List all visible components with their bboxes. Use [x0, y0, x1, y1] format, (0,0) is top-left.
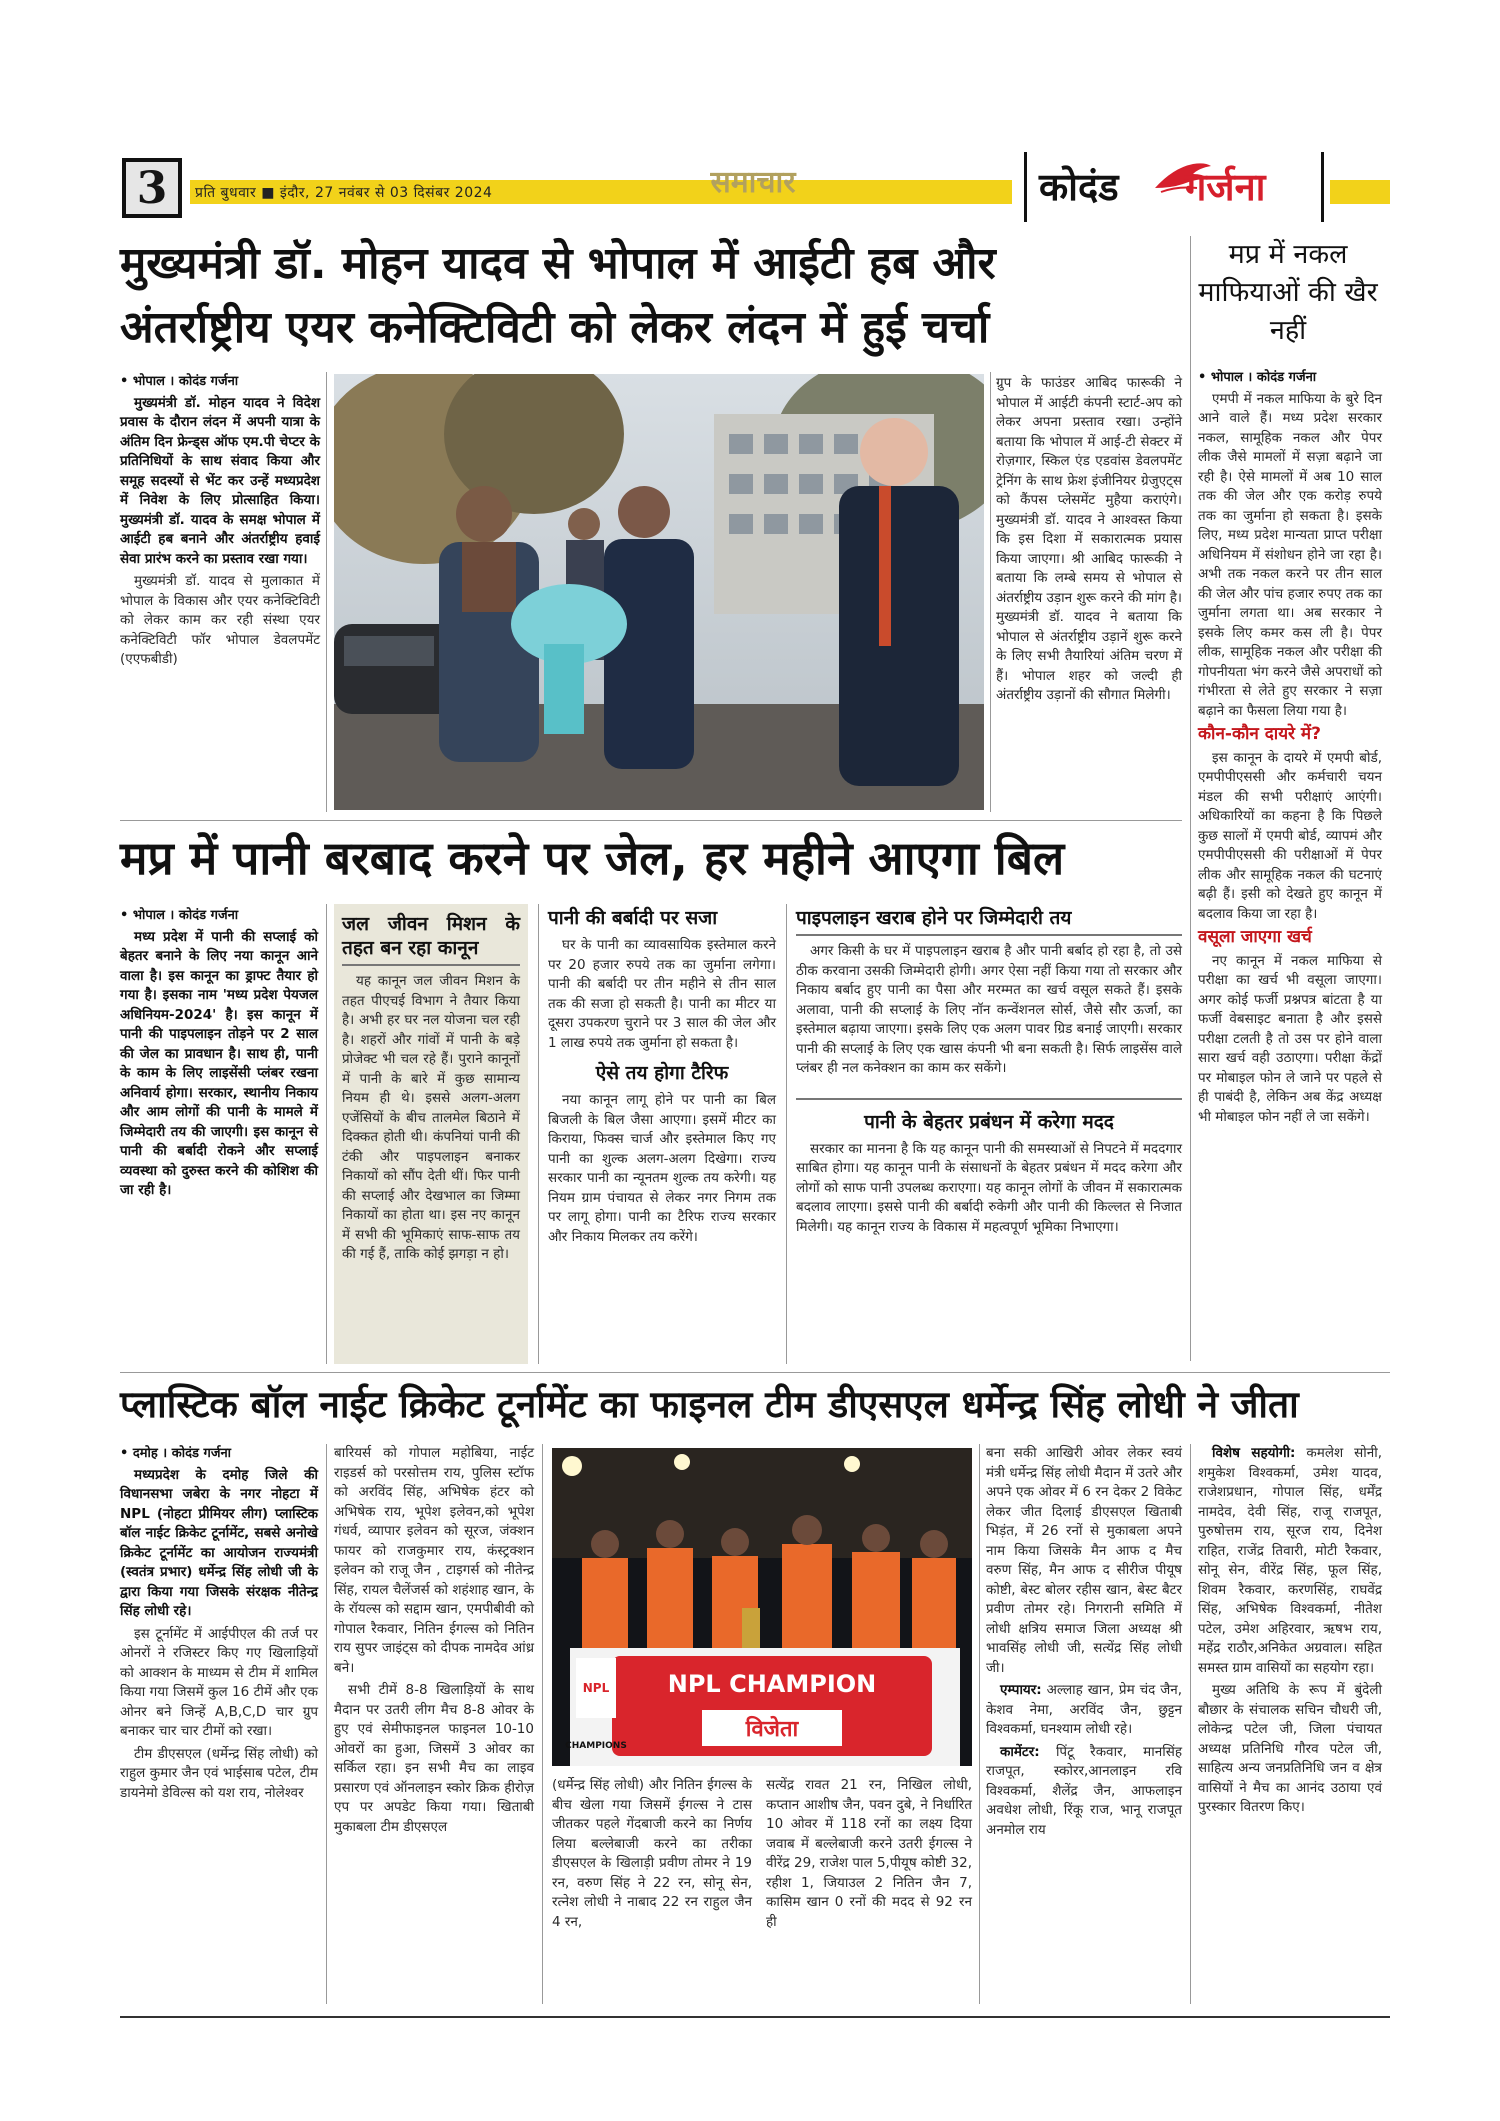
dateline: प्रति बुधवार ■ इंदौर, 27 नवंबर से 03 दिसंबर 2024: [195, 185, 493, 201]
story3-col2-para1: बारियर्स को गोपाल महोबिया, नाईट राइडर्स को परसोत्तम राय, पुलिस स्टॉफ को अरविंद सिंह, अभिषेक हंटर को अभिषेक राय, भूपेश इलेवन,को भूपेश गंधर्व, व्यापार इलेवन को सूरज, जंक्शन फायर को राजकुमार राय, कंस्ट्रक्शन इलेवन को राजू जैन , टाइगर्स को नीतेन्द्र सिंह, रायल चैलेंजर्स को शहंशाह खान, के के रॉयल्स को सद्दाम खान, एमपीबीवी को गोपाल रैकवार, नितिन ईगल्स को नितिन राय सुपर जाइंट्स को दीपक नामदेव आंध्र बने।: [334, 1445, 534, 1676]
story3-umpire-label: एम्पायर:: [1000, 1682, 1042, 1698]
logo-word-garjana: गर्जना: [1185, 165, 1266, 209]
story1-headline-line1: मुख्यमंत्री डॉ. मोहन यादव से भोपाल में आईटी हब और: [120, 238, 996, 289]
sidebar-para3: नए कानून में नकल माफिया से परीक्षा का खर्च भी वसूला जाएगा। अगर कोई फर्जी प्रश्नपत्र बांटता है या फर्जी वेबसाइट बनाता है और इससे परीक्षा टलती है तो उस पर होने वाला सारा खर्च वही उठाएगा। परीक्षा केंद्रों पर मोबाइल फोन ले जाने पर पहले से ही पाबंदी है, लेकिन अब केंद्र अध्यक्ष भी मोबाइल फोन नहीं ले जा सकेंगे।: [1198, 952, 1382, 1125]
rule-story1-bottom: [120, 820, 1182, 821]
story3-headline: प्लास्टिक बॉल नाईट क्रिकेट टूर्नामेंट का फाइनल टीम डीएसएल धर्मेन्द्र सिंह लोधी ने जीता: [120, 1383, 1299, 1426]
story3-guest-text: मुख्य अतिथि के रूप में बुंदेली बौछार के संचालक सचिन चौधरी जी, लोकेन्द्र पटेल जी, जिला पंचायत अध्यक्ष प्रतिनिधि गौरव पटेल जी, साहित्य अन्य जनप्रतिनिधि जन व क्षेत्र वासियों ने मैच का आनंद उठाया एवं पुरस्कार वितरण किए।: [1198, 1682, 1382, 1815]
story3-commentator-label: कामेंटर:: [1000, 1743, 1040, 1760]
story3-col2-para2: सभी टीमें 8-8 खिलाड़ियों के साथ मैदान पर उतरी लीग मैच 8-8 ओवर के हुए एवं सेमीफाइनल फाइनल 10-10 ओवरों का हुआ, जिसमें 3 ओवर का सर्किल रहा। इन सभी मैच का लाइव प्रसारण एवं ऑनलाइन स्कोर क्रिक हीरोज़ एप पर अपडेट किया गया। खिताबी मुकाबला टीम डीएसएल: [334, 1682, 534, 1835]
story1-column-right: [996, 374, 1182, 709]
sidebar-byline: • भोपाल । कोदंड गर्जना: [1198, 370, 1317, 385]
sidebar-divider: [1190, 236, 1191, 1361]
banner-champions: CHAMPIONS: [565, 1741, 627, 1751]
story1-headline: [120, 232, 1180, 360]
story2-waste-text: घर के पानी का व्यावसायिक इस्तेमाल करने पर 20 हजार रुपये तक का जुर्माना लगेगा। पानी की बर्बादी पर तीन महीने से तीन साल तक की सजा हो सकती है। पानी का मीटर या दूसरा उपकरण चुराने पर 3 साल की जेल और 1 लाख रुपये तक जुर्माना हो सकता है।: [548, 937, 776, 1051]
col-divider-f: [326, 1444, 327, 2004]
story1-column-left: [120, 372, 320, 673]
story2-box-text: यह कानून जल जीवन मिशन के तहत पीएचई विभाग ने तैयार किया है। अभी हर घर नल योजना चल रही है। शहरों और गांवों में पानी के बड़े प्रोजेक्ट भी चल रहे हैं। पुराने कानूनों में पानी के बारे में कुछ सामान्य नियम ही थे। इससे अलग-अलग एजेंसियों के बीच तालमेल बिठाने में दिक्कत होती थी। कंपनियां पानी की टंकी और पाइपलाइन बनाकर निकायों को सौंप देती थीं। फिर पानी की सप्लाई और देखभाल का जिम्मा निकायों का होता था। इस नए कानून में सभी की भूमिकाएं साफ-साफ तय की गई हैं, ताकि कोई झगड़ा न हो।: [342, 973, 520, 1262]
sidebar-column: [1198, 368, 1382, 1130]
col-divider-a: [326, 372, 327, 812]
story3-para2: इस टूर्नामेंट में आईपीएल की तर्ज पर ओनरों ने रजिस्टर किए गए खिलाड़ियों को आक्शन के माध्यम से टीम में शामिल किया गया जिसमें कुल 16 टीमें और एक ओनर बने जिन्हें A,B,C,D चार ग्रुप बनाकर चार चार टीमों को रखा।: [120, 1625, 318, 1739]
story3-col4-para1: बना सकी आखिरी ओवर लेकर स्वयं मंत्री धर्मेन्द्र सिंह लोधी मैदान में उतरे और अपने एक ओवर में 6 रन देकर 2 विकेट लेकर जीत दिलाई डीएसएल खिताबी भिड़ंत, में 26 रनों से मुकाबला अपने नाम किया जिसके मैन आफ द मैच वरुण सिंह, मैन आफ द सीरीज पीयूष कोष्टी, बेस्ट बोलर रहीस खान, बेस्ट बैटर प्रवीण तोमर रहे। निगरानी समिति में लोधी क्षत्रिय समाज जिला अध्यक्ष श्री भावसिंह लोधी जी, सत्येंद्र सिंह लोधी जी।: [986, 1445, 1182, 1676]
story2-box: [334, 904, 528, 1364]
banner-npl-logo: NPL: [582, 1681, 610, 1695]
sidebar-sub1: कौन-कौन दायरे में?: [1198, 724, 1321, 744]
story2-byline: • भोपाल । कोदंड गर्जना: [120, 908, 239, 923]
cm-meeting-photo: [334, 374, 984, 810]
story3-column1: [120, 1444, 318, 1806]
story2-sub-pipe: पाइपलाइन खराब होने पर जिम्मेदारी तय: [796, 906, 1182, 936]
story3-para3: टीम डीएसएल (धर्मेन्द्र सिंह लोधी) को राहुल कुमार जैन एवं भाईसाब पटेल, टीम डायनेमो डेविल्स को यश राय, नोलेश्वर: [120, 1745, 318, 1801]
col-divider-i: [1190, 1444, 1191, 2004]
story2-tariff-text: नया कानून लागू होने पर पानी का बिल बिजली के बिल जैसा आएगा। इसमें मीटर का किराया, फिक्स चार्ज और इस्तेमाल किए गए पानी का शुल्क अलग-अलग दिखेगा। राज्य सरकार पानी का न्यूनतम शुल्क तय करेगी। यह नियम ग्राम पंचायत से लेकर नगर निगम तक पर लागू होगा। पानी का टैरिफ राज्य सरकार और निकाय मिलकर तय करेंगे।: [548, 1092, 776, 1245]
col-divider-b: [990, 372, 991, 812]
story2-pipe-text: अगर किसी के घर में पाइपलाइन खराब है और पानी बर्बाद हो रहा है, तो उसे ठीक करवाना उसकी जिम्मेदारी होगी। अगर ऐसा नहीं किया गया तो सरकार और निकाय बर्बाद हुए पानी का पैसा और मरम्मत का खर्च वसूल सकते हैं। इसके अलावा, पानी की सप्लाई के लिए नॉन कन्वेंशनल सोर्स, जैसे सौर ऊर्जा, का इस्तेमाल बढ़ाया जाएगा। इसके लिए एक अलग पावर ग्रिड बनाई जाएगी। सरकार पानी की सप्लाई के लिए एक खास कंपनी भी बना सकती है। सिर्फ लाइसेंस वाले प्लंबर ही नल कनेक्शन का काम कर सकेंगे।: [796, 943, 1182, 1076]
sidebar-sub2: वसूला जाएगा खर्च: [1198, 927, 1312, 947]
story3-column4: [986, 1444, 1182, 1843]
col-divider-c: [326, 904, 327, 1364]
story2-column-middle: [548, 904, 776, 1250]
banner-npl-champion: NPL CHAMPION: [667, 1670, 877, 1698]
col-divider-e: [786, 904, 787, 1364]
col-divider-d: [538, 904, 539, 1364]
logo-word-kodand: कोदंड: [1039, 165, 1119, 209]
story2-column-right: [796, 904, 1182, 1240]
story2-sub-mgmt: पानी के बेहतर प्रबंधन में करेगा मदद: [796, 1098, 1182, 1134]
story1-headline-line2: अंतर्राष्ट्रीय एयर कनेक्टिविटी को लेकर लंदन में हुई चर्चा: [120, 302, 990, 353]
story2-headline: मप्र में पानी बरबाद करने पर जेल, हर महीने आएगा बिल: [120, 831, 1065, 885]
col-divider-h: [979, 1444, 980, 2004]
story2-sub-waste: पानी की बर्बादी पर सजा: [548, 907, 718, 929]
col-divider-g: [542, 1444, 543, 2004]
story3-photo: [552, 1448, 972, 1766]
story2-lead: मध्य प्रदेश में पानी की सप्लाई को बेहतर बनाने के लिए नया कानून आने वाला है। इस कानून का ड्राफ्ट तैयार हो गया है। इसका नाम 'मध्य प्रदेश पेयजल अधिनियम-2024' है। इस कानून में पानी की पाइपलाइन तोड़ने पर 2 साल की जेल का प्रावधान है। साथ ही, पानी के काम के लिए लाइसेंसी प्लंबर रखना अनिवार्य होगा। सरकार, स्थानीय निकाय और आम लोगों की पानी के मामले में जिम्मेदारी तय की जाएगी। इस कानून से पानी की बर्बादी रोकने और सप्लाई व्यवस्था को दुरुस्त करने की कोशिश की जा रही है।: [120, 928, 318, 1198]
story3-column2: [334, 1444, 534, 1840]
story2-mgmt-text: सरकार का मानना है कि यह कानून पानी की समस्याओं से निपटने में मददगार साबित होगा। यह कानून पानी के संसाधनों के बेहतर प्रबंधन में मदद करेगा और लोगों को साफ पानी उपलब्ध कराएगा। यह कानून लोगों के जीवन में सकारात्मक बदलाव लाएगा। इससे पानी की बर्बादी रुकेगी और पानी की किल्लत से निजात मिलेगी। यह कानून राज्य के विकास में महत्वपूर्ण भूमिका निभाएगा।: [796, 1140, 1182, 1235]
sidebar-headline: मप्र में नकल माफियाओं की खैर नहीं: [1198, 239, 1378, 346]
story3-byline: • दमोह । कोदंड गर्जना: [120, 1446, 232, 1461]
story3-under-photo-2: सत्येंद्र रावत 21 रन, निखिल लोधी, कप्तान आशीष जैन, पवन दुबे, ने निर्धारित 10 ओवर में 118 रनों का लक्ष्य दिया जवाब में बल्लेबाजी करने उतरी ईगल्स ने वीरेंद्र 29, राजेश पाल 5,पीयूष कोष्टी 32, रहीश 1, जियाउल 2 नितिन जैन 7, कासिम खान 0 रनों की मदद से 92 रन ही: [766, 1777, 972, 1930]
rule-page-bottom: [120, 2016, 1390, 2018]
story3-column5: [1198, 1444, 1382, 1821]
story3-lead: मध्यप्रदेश के दमोह जिले की विधानसभा जबेरा के नगर नोहटा में NPL (नोहटा प्रीमियर लीग) प्लास्टिक बॉल नाईट क्रिकेट टूर्नामेंट, सबसे अनोखे क्रिकेट टूर्नामेंट का आयोजन राज्यमंत्री (स्वतंत्र प्रभार) धर्मेन्द्र सिंह लोधी जी के द्वारा किया गया जिसके संरक्षक नीतेन्द्र सिंह लोधी रहे।: [120, 1466, 318, 1619]
story1-lead: मुख्यमंत्री डॉ. मोहन यादव ने विदेश प्रवास के दौरान लंदन में अपनी यात्रा के अंतिम दिन फ्रेन्ड्स ऑफ एम.पी चेप्टर के प्रतिनिधियों के साथ संवाद किया और समूह सदस्यों से भेंट कर उन्हें मध्यप्रदेश में निवेश के लिए प्रोत्साहित किया। मुख्यमंत्री डॉ. यादव के समक्ष भोपाल में आईटी हब बनाने और अंतर्राष्ट्रीय हवाई सेवा प्रारंभ करने का प्रस्ताव रखा गया।: [120, 394, 320, 567]
story3-umpire-text: अल्लाह खान, प्रेम चंद जैन, केशव नेमा, अरविंद जैन, छुट्टन विश्वकर्मा, घनश्याम लोधी रहे।: [986, 1682, 1182, 1737]
rule-story2-bottom: [120, 1372, 1390, 1373]
story3-special-label: विशेष सहयोगी:: [1212, 1445, 1296, 1461]
story2-column-lead: [120, 906, 318, 1204]
team-photo: [552, 1448, 972, 1766]
story1-para3: ग्रुप के फाउंडर आबिद फारूकी ने भोपाल में आईटी कंपनी स्टार्ट-अप को लेकर अपना प्रस्ताव रखा। उन्होंने बताया कि भोपाल में आई-टी सेक्टर में रोज़गार, स्किल एंड एडवांस डेवलपमेंट ट्रेनिंग के साथ फ्रेश इंजीनियर ग्रेजुएट्स को कैंपस प्लेसमेंट मुहैया कराएंगे। मुख्यमंत्री डॉ. यादव ने आश्वस्त किया कि इस दिशा में सकारात्मक प्रयास किया जाएगा। श्री आबिद फारूकी ने बताया कि लम्बे समय से भोपाल से अंतर्राष्ट्रीय उड़ान शुरू करने की मांग है। मुख्यमंत्री डॉ. यादव ने बताया कि भोपाल से अंतर्राष्ट्रीय उड़ानें शुरू करने के लिए सभी तैयारियां अंतिम चरण में हैं। भोपाल शहर को जल्दी ही अंतर्राष्ट्रीय उड़ानों की सौगात मिलेगी।: [996, 375, 1182, 703]
masthead-yellow-bar-right: [1330, 180, 1390, 204]
story2-box-head: जल जीवन मिशन के तहत बन रहा कानून: [342, 912, 520, 966]
story1-byline: • भोपाल । कोदंड गर्जना: [120, 374, 239, 389]
story2-sub-tariff: ऐसे तय होगा टैरिफ: [595, 1062, 729, 1084]
story3-commentator-text: पिंटू रैकवार, मानसिंह राजपूत, स्कोरर,आनलाइन रवि विश्वकर्मा, शैलेंद्र जैन, आफलाइन अवधेश लोधी, रिंकू राज, भानू राजपूत अनमोल राय: [986, 1743, 1182, 1838]
section-title: समाचार: [710, 165, 796, 200]
story3-under-photo-right: [766, 1776, 972, 1935]
banner-vijeta: विजेता: [745, 1717, 799, 1742]
story3-under-photo-1: (धर्मेन्द्र सिंह लोधी) और नितिन ईगल्स के बीच खेला गया जिसमें ईगल्स ने टास जीतकर पहले गेंदबाजी करने का निर्णय लिया बल्लेबाजी करने का तरीका डीएसएल के खिलाड़ी प्रवीण तोमर ने 19 रन, वरुण सिंह ने 22 रन, सोनू सेन, रत्नेश लोधी ने नाबाद 22 रन राहुल जैन 4 रन,: [552, 1777, 752, 1930]
story3-special-text: कमलेश सोनी, शमुकेश विश्वकर्मा, उमेश यादव, राजेशप्रधान, गोपाल सिंह, धर्मेंद्र नामदेव, देवी सिंह, राजू राजपूत, पुरुषोत्तम राय, सूरज राय, दिनेश राहित, राजेंद्र तिवारी, मोटी रैकवार, सोनू सेन, वीरेंद्र सिंह, फूल सिंह, शिवम रैकवार, करणसिंह, राघवेंद्र सिंह, अभिषेक विश्वकर्मा, नीतेश पटेल, उमेश अहिरवार, ऋषभ राय, महेंद्र राठौर,अनिकेत अग्रवाल। सहित समस्त ग्राम वासियों का सहयोग रहा।: [1198, 1445, 1382, 1676]
sidebar-para1: एमपी में नकल माफिया के बुरे दिन आने वाले हैं। मध्य प्रदेश सरकार नकल, सामूहिक नकल और पेपर लीक जैसे मामलों में सज़ा बढ़ाने जा रही है। ऐसे मामलों में अब 10 साल तक की जेल और एक करोड़ रुपये तक का जुर्माना हो सकता है। इसके लिए, मध्य प्रदेश मान्यता प्राप्त परीक्षा अधिनियम में संशोधन होने जा रहा है। अभी तक नकल करने पर तीन साल की जेल और पांच हजार रुपए तक का जुर्माना लगता था। अब सरकार ने इसके लिए कमर कस ली है। पेपर लीक, सामूहिक नकल और परीक्षा की गोपनीयता भंग करने जैसे अपराधों को गंभीरता से लेते हुए सरकार ने सज़ा बढ़ाने का फैसला लिया गया है।: [1198, 390, 1382, 719]
story1-para2: मुख्यमंत्री डॉ. यादव से मुलाकात में भोपाल के विकास और एयर कनेक्टिविटी को लेकर काम कर रही संस्था एयर कनेक्टिविटी फॉर भोपाल डेवलपमेंट (एएफबीडी): [120, 573, 320, 667]
story1-photo: [334, 374, 984, 810]
page-number: 3: [122, 158, 182, 218]
story3-under-photo-left: [552, 1776, 752, 1935]
sidebar-para2: इस कानून के दायरे में एमपी बोर्ड, एमपीपीएससी और कर्मचारी चयन मंडल की सभी परीक्षाएं आएंगी। अधिकारियों का कहना है कि पिछले कुछ सालों में एमपी बोर्ड, व्यापमं और एमपीपीएससी की परीक्षाओं में पेपर लीक और सामूहिक नकल की घटनाएं बढ़ी हैं। इसी को देखते हुए कानून में बदलाव किया जा रहा है।: [1198, 749, 1382, 922]
newspaper-logo: [1024, 152, 1324, 222]
